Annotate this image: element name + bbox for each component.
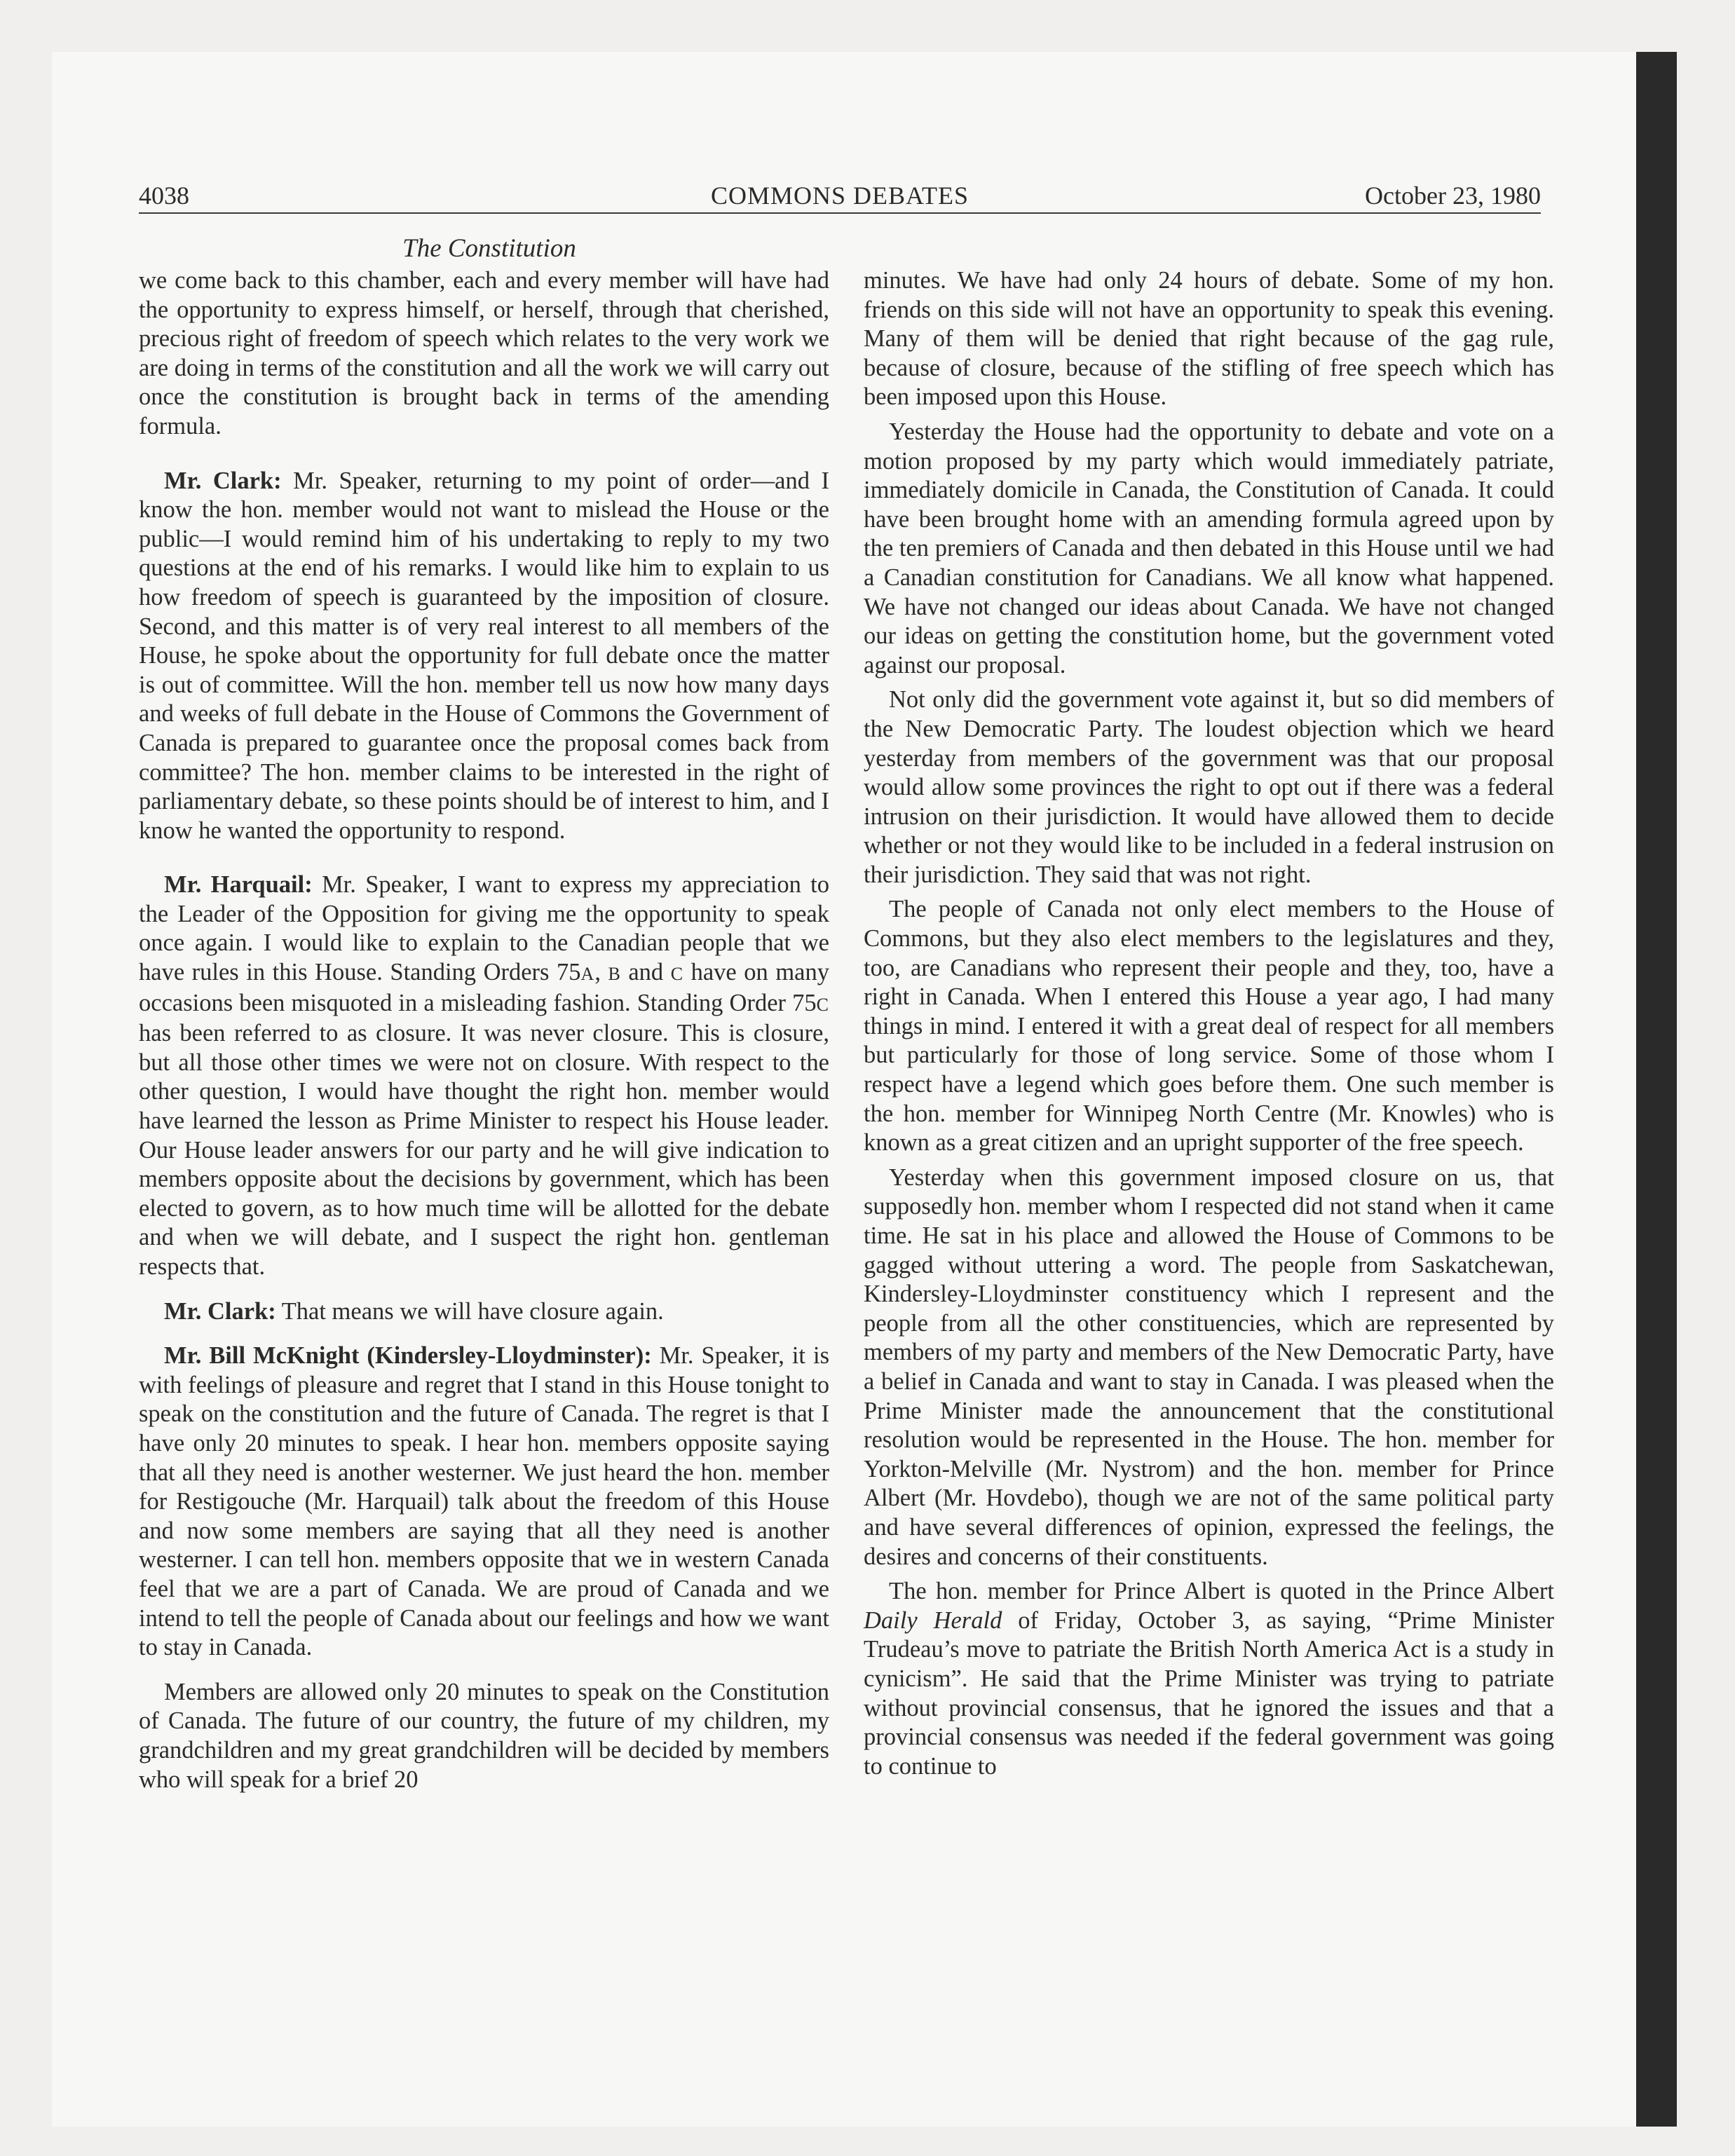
page-header bbox=[139, 181, 1541, 214]
speech-clark bbox=[139, 467, 829, 846]
right-column bbox=[864, 266, 1554, 1781]
paragraph-text: The hon. member for Prince Albert is quoted in the Prince Albert bbox=[889, 1578, 1554, 1605]
small-caps-letter: A bbox=[580, 964, 595, 985]
newspaper-title: Daily Herald bbox=[864, 1606, 1002, 1634]
paragraph: Yesterday the House had the opportunity to debate and vote on a motion proposed by my party which would immediately patriate, immediately domicile in Canada, the Constitution of Canada. It could have been brought home with an amending formula agreed upon by the ten premiers of Canada and then debated in this House until we had a Canadian constitution for Canadians. We all know what happened. We have not changed our ideas about Canada. We have not changed our ideas on getting the constitution home, but the government voted against our proposal. bbox=[864, 418, 1554, 678]
speech-text: That means we will have closure again. bbox=[275, 1297, 664, 1325]
paragraph: we come back to this chamber, each and every member will have had the opportunity to express himself, or herself, through that cherished, precious right of freedom of speech which relates to the very work we are doing in terms of the constitution and all the work we will carry out once the constitution is brought back in terms of the amending formula. bbox=[139, 267, 829, 439]
paragraph: minutes. We have had only 24 hours of debate. Some of my hon. friends on this side will not have an opportunity to speak this evening. Many of them will be denied that right because of the gag rule, because of closure, because of the stifling of free speech which has been imposed upon this House. bbox=[864, 267, 1554, 411]
small-caps-letter: C bbox=[670, 964, 684, 985]
section-title: The Constitution bbox=[402, 234, 576, 263]
left-column bbox=[139, 266, 829, 1794]
page-date: October 23, 1980 bbox=[1365, 182, 1541, 210]
speech-harquail bbox=[139, 871, 829, 1281]
paragraph: Members are allowed only 20 minutes to speak on the Constitution of Canada. The future of our country, the future of my children, my grandchildren and my great grandchildren will be decided by members who will speak for a brief 20 bbox=[139, 1678, 829, 1793]
speech-text: Mr. Speaker, it is with feelings of pleasure and regret that I stand in this House tonight to speak on the constitution and the future of Canada. The regret is that I have only 20 minutes to speak. I hear hon. members opposite saying that all they need is another westerner. We just heard the hon. member for Restigouche (Mr. Harquail) talk about the freedom of this House and now some members are saying that all they need is another westerner. I can tell hon. members opposite that we in western Canada feel that we are a part of Canada. We are proud of Canada and we intend to tell the people of Canada about our feelings and how we want to stay in Canada. bbox=[139, 1342, 829, 1661]
small-caps-letter: C bbox=[816, 994, 829, 1015]
speaker-name: Mr. Clark: bbox=[164, 1297, 276, 1325]
speech-text: has been referred to as closure. It was never closure. This is closure, but all those other times we were not on closure. With respect to the other question, I would have thought the right hon. member would have learned the lesson as Prime Minister to respect his House leader. Our House leader answers for our party and he will give indication to members opposite about the decisions by government, which has been elected to govern, as to how much time will be allotted for the debate and when we will debate, and I suspect the right hon. gentleman respects that. bbox=[139, 1020, 829, 1280]
small-caps-letter: B bbox=[608, 964, 621, 985]
scan-border bbox=[1636, 52, 1677, 2127]
speaker-name: Mr. Clark: bbox=[164, 467, 282, 494]
publication-title: COMMONS DEBATES bbox=[710, 182, 969, 210]
speech-text: Mr. Speaker, returning to my point of order—and I know the hon. member would not want to mislead the House or the public—I would remind him of his undertaking to reply to my two questions at the end of his remarks. I would like him to explain to us how freedom of speech is guaranteed by the imposition of closure. Second, and this matter is of very real interest to all members of the House, he spoke about the opportunity for full debate once the matter is out of committee. Will the hon. member tell us now how many days and weeks of full debate in the House of Commons the Government of Canada is prepared to guarantee once the proposal comes back from committee? The hon. member claims to be interested in the right of parliamentary debate, so these points should be of interest to him, and I know he wanted the opportunity to respond. bbox=[139, 467, 829, 844]
speech-text: and bbox=[620, 959, 671, 986]
header-rule bbox=[139, 212, 1541, 214]
speech-text: Mr. Speaker, I want to express my appreciation to the Leader of the Opposition for giving me the opportunity to speak once again. I would like to explain to the Canadian people that we have rules in this House. Standing Orders 75 bbox=[139, 871, 829, 986]
page-number: 4038 bbox=[139, 182, 189, 210]
paragraph: Not only did the government vote against it, but so did members of the New Democratic Party. The loudest objection which we heard yesterday from members of the government was that our proposal would allow some provinces the right to opt out if there was a federal intrusion on their jurisdiction. It would have allowed them to decide whether or not they would like to be included in a federal instrusion on their jurisdiction. They said that was not right. bbox=[864, 686, 1554, 888]
speech-text: have on many occasions been misquoted in a misleading fashion. Standing Order 75 bbox=[139, 959, 829, 1016]
paragraph-text: of Friday, October 3, as saying, “Prime Minister Trudeau’s move to patriate the British North America Act is a study in cynicism”. He said that the Prime Minister was trying to patriate without provincial consensus, that he ignored the issues and that a provincial consensus was needed if the federal government was going to continue to bbox=[864, 1606, 1555, 1780]
speaker-name: Mr. Bill McKnight (Kindersley-Lloydminster): bbox=[164, 1342, 652, 1370]
speech-text: , bbox=[594, 959, 608, 986]
speaker-name: Mr. Harquail: bbox=[164, 871, 313, 899]
paragraph: The people of Canada not only elect members to the House of Commons, but they also elect members to the legislatures and they, too, are Canadians who represent their people and they, too, have a right in Canada. When I entered this House a year ago, I had many things in mind. I entered it with a great deal of respect for all members but particularly for those of long service. Some of those whom I respect have a legend which goes before them. One such member is the hon. member for Winnipeg North Centre (Mr. Knowles) who is known as a great citizen and an upright supporter of the free speech. bbox=[864, 896, 1554, 1157]
speech-clark-2 bbox=[139, 1297, 829, 1327]
paragraph-daily-herald bbox=[864, 1577, 1554, 1781]
paragraph: Yesterday when this government imposed closure on us, that supposedly hon. member whom I respected did not stand when it came time. He sat in his place and allowed the House of Commons to be gagged without uttering a word. The people from Saskatchewan, Kindersley-Lloydminster constituency which I represent and the people from all the other constituencies, which are represented by members of my party and members of the New Democratic Party, have a belief in Canada and want to stay in Canada. I was pleased when the Prime Minister made the announcement that the constitutional resolution would be represented in the House. The hon. member for Yorkton-Melville (Mr. Nystrom) and the hon. member for Prince Albert (Mr. Hovdebo), though we are not of the same political party and have several differences of opinion, expressed the feelings, the desires and concerns of their constituents. bbox=[864, 1164, 1554, 1570]
speech-mcknight bbox=[139, 1342, 829, 1663]
